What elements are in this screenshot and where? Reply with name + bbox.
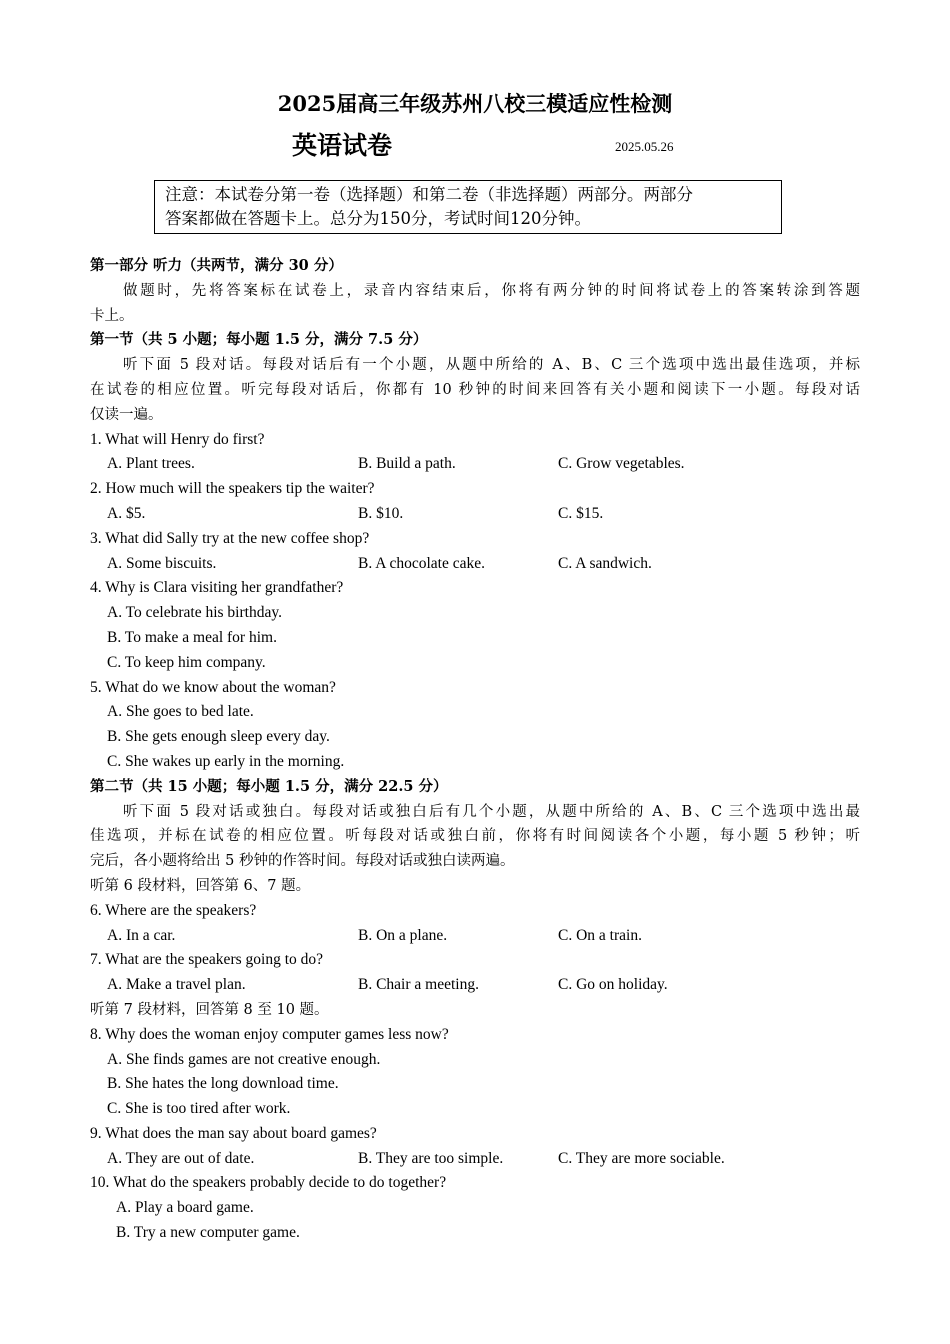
question-7: 7. What are the speakers going to do? <box>90 951 323 969</box>
section2-intro-line-1: 听下面 5 段对话或独白。每段对话或独白后有几个小题，从题中所给的 A、B、C 三个选项中选出最 <box>123 803 860 820</box>
option-b: B. A chocolate cake. <box>358 554 485 572</box>
section1-intro-line-3: 仅读一遍。 <box>90 406 163 423</box>
option-b: B. Chair a meeting. <box>358 976 479 994</box>
question-2-options <box>90 502 860 527</box>
part1-heading: 第一部分 听力（共两节，满分 30 分） <box>90 257 343 274</box>
option-a: A. To celebrate his birthday. <box>107 604 282 622</box>
option-b: B. She hates the long download time. <box>107 1075 339 1093</box>
option-c: C. A sandwich. <box>558 554 652 572</box>
option-a: A. She goes to bed late. <box>107 703 254 721</box>
option-a: A. Plant trees. <box>107 455 195 473</box>
option-b: B. They are too simple. <box>358 1149 504 1167</box>
section1-intro-line-2: 在试卷的相应位置。听完每段对话后，你都有 10 秒钟的时间来回答有关小题和阅读下一小题。每段对话 <box>90 381 860 398</box>
question-3: 3. What did Sally try at the new coffee shop? <box>90 529 370 547</box>
option-b: B. $10. <box>358 504 404 522</box>
question-1: 1. What will Henry do first? <box>90 430 265 448</box>
option-b: B. Try a new computer game. <box>116 1224 300 1242</box>
option-c: C. To keep him company. <box>107 653 266 671</box>
section2-intro-line-3: 完后，各小题将给出 5 秒钟的作答时间。每段对话或独白读两遍。 <box>90 853 515 870</box>
notice-line-1: 注意：本试卷分第一卷（选择题）和第二卷（非选择题）两部分。两部分 <box>165 185 693 204</box>
question-10: 10. What do the speakers probably decide to do together? <box>90 1174 447 1192</box>
notice-line-2: 答案都做在答题卡上。总分为150分，考试时间120分钟。 <box>165 209 591 228</box>
option-a: A. She finds games are not creative enough. <box>107 1050 381 1068</box>
exam-subject: 英语试卷 <box>292 131 393 160</box>
option-a: A. In a car. <box>107 926 176 944</box>
option-a: A. Make a travel plan. <box>107 976 246 994</box>
option-a: A. Some biscuits. <box>107 554 217 572</box>
exam-content <box>90 254 860 1246</box>
part1-intro-line-1: 做题时，先将答案标在试卷上，录音内容结束后，你将有两分钟的时间将试卷上的答案转涂到答题 <box>123 282 860 299</box>
option-b: B. On a plane. <box>358 926 448 944</box>
option-b: B. She gets enough sleep every day. <box>107 728 330 746</box>
question-5: 5. What do we know about the woman? <box>90 678 336 696</box>
option-c: C. Grow vegetables. <box>558 455 685 473</box>
option-b: B. Build a path. <box>358 455 456 473</box>
question-6-options <box>90 924 860 949</box>
notice-box <box>154 180 782 234</box>
option-b: B. To make a meal for him. <box>107 628 277 646</box>
question-6: 6. Where are the speakers? <box>90 901 257 919</box>
exam-date: 2025.05.26 <box>615 139 674 154</box>
question-1-options <box>90 452 860 477</box>
question-4: 4. Why is Clara visiting her grandfather? <box>90 579 344 597</box>
question-7-options <box>90 973 860 998</box>
option-c: C. She is too tired after work. <box>107 1100 291 1118</box>
question-9-options <box>90 1147 860 1172</box>
section1-heading: 第一节（共 5 小题；每小题 1.5 分，满分 7.5 分） <box>90 331 428 349</box>
part1-intro-line-2: 卡上。 <box>90 307 134 324</box>
question-3-options <box>90 552 860 577</box>
material-6-instruction: 听第 6 段材料，回答第 6、7 题。 <box>90 877 311 894</box>
section2-heading: 第二节（共 15 小题；每小题 1.5 分，满分 22.5 分） <box>90 777 448 795</box>
question-9: 9. What does the man say about board games? <box>90 1124 377 1142</box>
section1-intro-line-1: 听下面 5 段对话。每段对话后有一个小题，从题中所给的 A、B、C 三个选项中选出最佳选项，并标 <box>123 357 860 374</box>
option-c: C. They are more sociable. <box>558 1149 725 1167</box>
question-8: 8. Why does the woman enjoy computer games less now? <box>90 1025 449 1043</box>
option-c: C. Go on holiday. <box>558 976 668 994</box>
option-a: A. $5. <box>107 504 146 522</box>
option-c: C. $15. <box>558 504 604 522</box>
option-a: A. Play a board game. <box>116 1199 254 1217</box>
section2-intro-line-2: 佳选项，并标在试卷的相应位置。听每段对话或独白前，你将有时间阅读各个小题，每小题 5 秒钟；听 <box>90 828 860 845</box>
question-2: 2. How much will the speakers tip the waiter? <box>90 480 375 498</box>
option-c: C. She wakes up early in the morning. <box>107 752 345 770</box>
option-c: C. On a train. <box>558 926 642 944</box>
option-a: A. They are out of date. <box>107 1149 255 1167</box>
exam-title: 2025届高三年级苏州八校三模适应性检测 <box>277 91 673 116</box>
material-7-instruction: 听第 7 段材料，回答第 8 至 10 题。 <box>90 1001 329 1018</box>
